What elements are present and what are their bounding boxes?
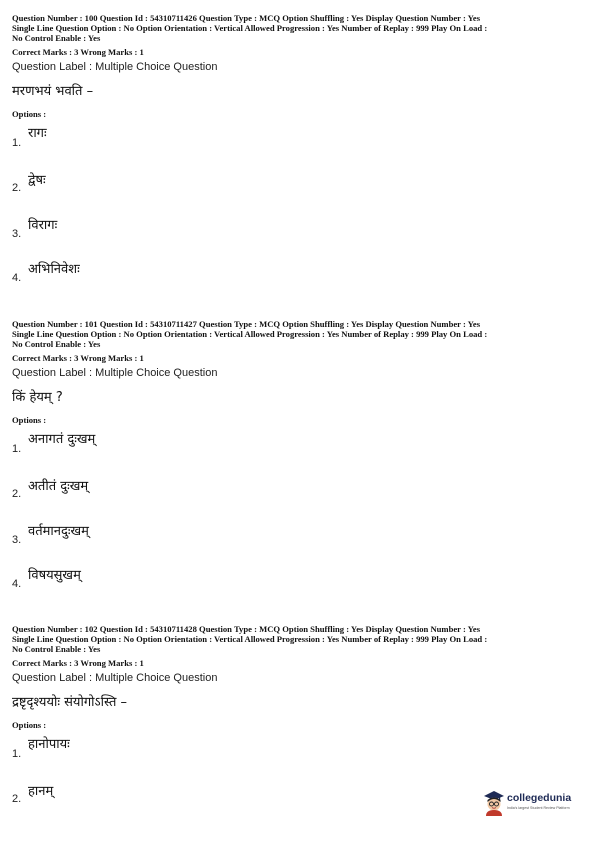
option-number: 1. [12, 748, 22, 760]
question-meta-line: Question Number : 101 Question Id : 54310711427 Question Type : MCQ Option Shuffling : Yes Display Question Number : Yes [12, 320, 481, 329]
collegedunia-logo [482, 788, 582, 820]
option-text: अनागतं दुःखम् [28, 432, 96, 447]
option-number: 1. [12, 443, 22, 455]
question-block-100 [0, 0, 595, 300]
option-text: वर्तमानदुःखम् [28, 524, 89, 539]
option-number: 2. [12, 182, 22, 194]
question-text: द्रष्टृदृश्ययोः संयोगोऽस्ति – [12, 695, 128, 710]
question-meta-line: No Control Enable : Yes [12, 645, 101, 654]
option-text: अभिनिवेशः [28, 262, 80, 277]
question-block-101 [0, 306, 595, 606]
question-meta-line: No Control Enable : Yes [12, 34, 101, 43]
question-meta-line: Question Number : 102 Question Id : 54310711428 Question Type : MCQ Option Shuffling : Yes Display Question Number : Yes [12, 625, 481, 634]
option-number: 2. [12, 793, 22, 805]
option-text: अतीतं दुःखम् [28, 479, 89, 494]
question-marks: Correct Marks : 3 Wrong Marks : 1 [12, 47, 144, 57]
option-number: 2. [12, 488, 22, 500]
question-text: मरणभयं भवति – [12, 84, 94, 99]
option-text: विषयसुखम् [28, 568, 81, 583]
question-label: Question Label : Multiple Choice Question [12, 61, 218, 73]
question-meta-line: Single Line Question Option : No Option Orientation : Vertical Allowed Progression : Yes Number of Replay : 999 Play On Load : [12, 330, 488, 339]
options-heading: Options : [12, 720, 47, 730]
options-heading: Options : [12, 415, 47, 425]
option-text: रागः [28, 126, 47, 141]
option-text: द्वेषः [28, 173, 46, 188]
question-text: किं हेयम् ? [12, 390, 63, 405]
question-marks: Correct Marks : 3 Wrong Marks : 1 [12, 658, 144, 668]
question-marks: Correct Marks : 3 Wrong Marks : 1 [12, 353, 144, 363]
option-number: 3. [12, 534, 22, 546]
logo-name: collegedunia [507, 792, 572, 804]
question-meta-line: Single Line Question Option : No Option Orientation : Vertical Allowed Progression : Yes Number of Replay : 999 Play On Load : [12, 24, 488, 33]
question-meta-line: Question Number : 100 Question Id : 54310711426 Question Type : MCQ Option Shuffling : Yes Display Question Number : Yes [12, 14, 481, 23]
question-meta-line: No Control Enable : Yes [12, 340, 101, 349]
graduate-mascot-icon [482, 790, 506, 816]
option-text: विरागः [28, 218, 58, 233]
question-meta-line: Single Line Question Option : No Option Orientation : Vertical Allowed Progression : Yes Number of Replay : 999 Play On Load : [12, 635, 488, 644]
option-text: हानोपायः [28, 737, 70, 752]
question-label: Question Label : Multiple Choice Question [12, 672, 218, 684]
options-heading: Options : [12, 109, 47, 119]
option-number: 4. [12, 578, 22, 590]
option-number: 3. [12, 228, 22, 240]
option-number: 1. [12, 137, 22, 149]
option-text: हानम् [28, 784, 54, 799]
question-label: Question Label : Multiple Choice Question [12, 367, 218, 379]
option-number: 4. [12, 272, 22, 284]
logo-tagline: India's largest Student Review Platform [507, 806, 570, 810]
